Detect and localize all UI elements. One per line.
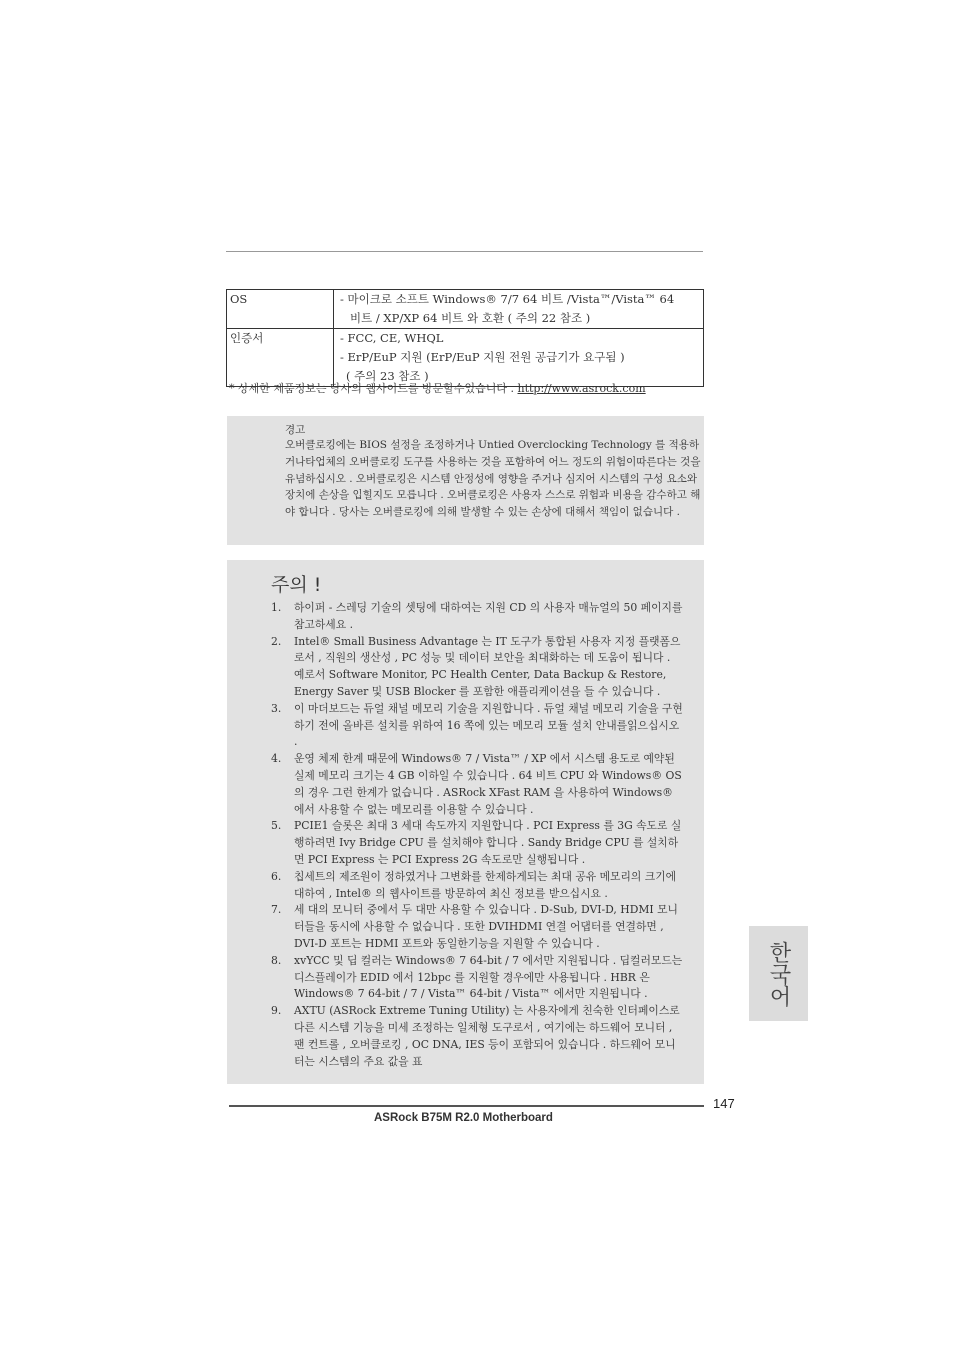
- item-number: 2.: [271, 634, 282, 648]
- spec-line: 비트 / XP/XP 64 비트 와 호환 ( 주의 22 참조 ): [350, 311, 591, 325]
- item-number: 5.: [271, 819, 282, 833]
- item-text: 하이퍼 - 스레딩 기술의 셋팅에 대하여는 지원 CD 의 사용자 매뉴얼의 50 페이지를참고하세요 .: [294, 601, 683, 631]
- caution-box: [227, 560, 704, 1084]
- footer-title: ASRock B75M R2.0 Motherboard: [374, 1112, 553, 1124]
- spec-key: 인증서: [227, 329, 334, 387]
- page-number: 147: [713, 1096, 735, 1111]
- spec-line: - FCC, CE, WHQL: [340, 331, 444, 345]
- caution-item: [227, 818, 704, 868]
- item-number: 7.: [271, 903, 282, 917]
- item-text: Intel® Small Business Advantage 는 IT 도구가 통합된 사용자 지정 플랫폼으로서 , 직원의 생산성 , PC 성능 및 데이터 보안을 최대화하는 데 도움이 됩니다 . 예로서 Software Monitor, PC Health Center, Data Backup & Restore, Energy Saver 및 USB Blocker 를 포함한 애플리케이션을 들 수 있습니다 .: [294, 634, 681, 698]
- item-number: 6.: [271, 869, 282, 883]
- item-number: 8.: [271, 953, 282, 967]
- spec-line: - ErP/EuP 지원 (ErP/EuP 지원 전원 공급기가 요구됨 ): [340, 350, 625, 364]
- item-text: PCIE1 슬롯은 최대 3 세대 속도까지 지원합니다 . PCI Express 를 3G 속도로 실행하려면 Ivy Bridge CPU 를 설치해야 합니다 . Sandy Bridge CPU 를 설치하면 PCI Express 는 PCI Express 2G 속도로만 실행됩니다 .: [294, 819, 682, 866]
- spec-line: ( 주의 23 참조 ): [346, 369, 429, 383]
- item-text: 칩세트의 제조원이 정하였거나 그변화를 한제하게되는 최대 공유 메모리의 크기에 대하여 , Intel® 의 웹사이트를 방문하여 최신 정보를 받으십시요 .: [294, 869, 677, 900]
- website-link[interactable]: http://www.asrock.com: [517, 382, 646, 395]
- caution-item: [227, 751, 704, 818]
- warning-box: [227, 416, 704, 545]
- top-divider: [226, 251, 703, 252]
- language-tab: [749, 926, 808, 1021]
- item-number: 1.: [271, 601, 282, 614]
- item-number: 3.: [271, 701, 282, 715]
- item-text: AXTU (ASRock Extreme Tuning Utility) 는 사용자에게 친숙한 인터페이스로 다른 시스템 기능을 미세 조정하는 일체형 도구로서 , 여기에는 하드웨어 모니터 , 팬 컨트롤 , 오버클로킹 , OC DNA, IES 등이 포함되어 있습니다 . 하드웨어 모니터는 시스템의 주요 값을 표: [294, 1004, 680, 1068]
- spec-row-certification: [227, 329, 704, 387]
- bottom-divider: [229, 1105, 704, 1107]
- caution-item: [227, 902, 704, 952]
- spec-value: [334, 329, 704, 387]
- website-note: [229, 381, 646, 397]
- spec-line: - 마이크로 소프트 Windows® 7/7 64 비트 /Vista™/Vista™ 64: [340, 292, 675, 306]
- caution-item: [227, 701, 704, 751]
- caution-item: [227, 953, 704, 1003]
- website-note-text: * 상세한 제품정보는 당사의 웹사이트를 방문할수있습니다 .: [229, 382, 518, 395]
- spec-value: [334, 290, 704, 329]
- caution-item: [227, 600, 704, 634]
- item-text: 운영 체제 한계 때문에 Windows® 7 / Vista™ / XP 에서 시스템 용도로 예약된 실제 메모리 크기는 4 GB 이하일 수 있습니다 . 64 비트 CPU 와 Windows® OS 의 경우 그런 한계가 없습니다 . ASRock XFast RAM 을 사용하여 Windows® 에서 사용할 수 없는 메모리를 이용할 수 있습니다 .: [294, 752, 682, 816]
- language-tab-label: 한국어: [766, 940, 791, 1007]
- caution-list: [227, 600, 704, 1070]
- spec-row-os: [227, 290, 704, 329]
- caution-item: [227, 869, 704, 903]
- item-text: 이 마더보드는 듀얼 채널 메모리 기술을 지원합니다 . 듀얼 채널 메모리 기술을 구현하기 전에 올바른 설치를 위하여 16 쪽에 있는 메모리 모듈 설치 안내를읽으십시오 .: [294, 701, 683, 749]
- caution-item: [227, 1003, 704, 1070]
- warning-title: 경고: [285, 424, 306, 436]
- item-number: 4.: [271, 752, 282, 766]
- item-text: 세 대의 모니터 중에서 두 대만 사용할 수 있습니다 . D-Sub, DVI-D, HDMI 모니터들을 동시에 사용할 수 없습니다 . 또한 DVIHDMI 연결 어댑터를 연결하면 , DVI-D 포트는 HDMI 포트와 동일한기능을 지원할 수 있습니다 .: [294, 903, 678, 950]
- item-text: xvYCC 및 딥 컬러는 Windows® 7 64-bit / 7 에서만 지원됩니다 . 딥컬러모드는 디스플레이가 EDID 에서 12bpc 를 지원할 경우에만 사용됩니다 . HBR 은 Windows® 7 64-bit / 7 / Vista™ 64-bit / Vista™ 에서만 지원됩니다 .: [294, 953, 683, 1001]
- warning-body: 오버클로킹에는 BIOS 설정을 조정하거나 Untied Overclocking Technology 를 적용하거나타업체의 오버클로킹 도구를 사용하는 것을 포함하여 어느 정도의 위험이따른다는 것을 유념하십시오 . 오버클로킹은 시스템 안정성에 영향을 주거나 심지어 시스템의 구성 요소와 장치에 손상을 입힐지도 모릅니다 . 오버클로킹은 사용자 스스로 위험과 비용을 감수하고 해야 합니다 . 당사는 오버클로킹에 의해 발생할 수 있는 손상에 대해서 책임이 없습니다 .: [285, 439, 701, 519]
- spec-key: OS: [227, 290, 334, 329]
- spec-table: [226, 289, 704, 387]
- caution-title: 주의 !: [271, 574, 322, 596]
- item-number: 9.: [271, 1004, 282, 1018]
- caution-item: [227, 634, 704, 701]
